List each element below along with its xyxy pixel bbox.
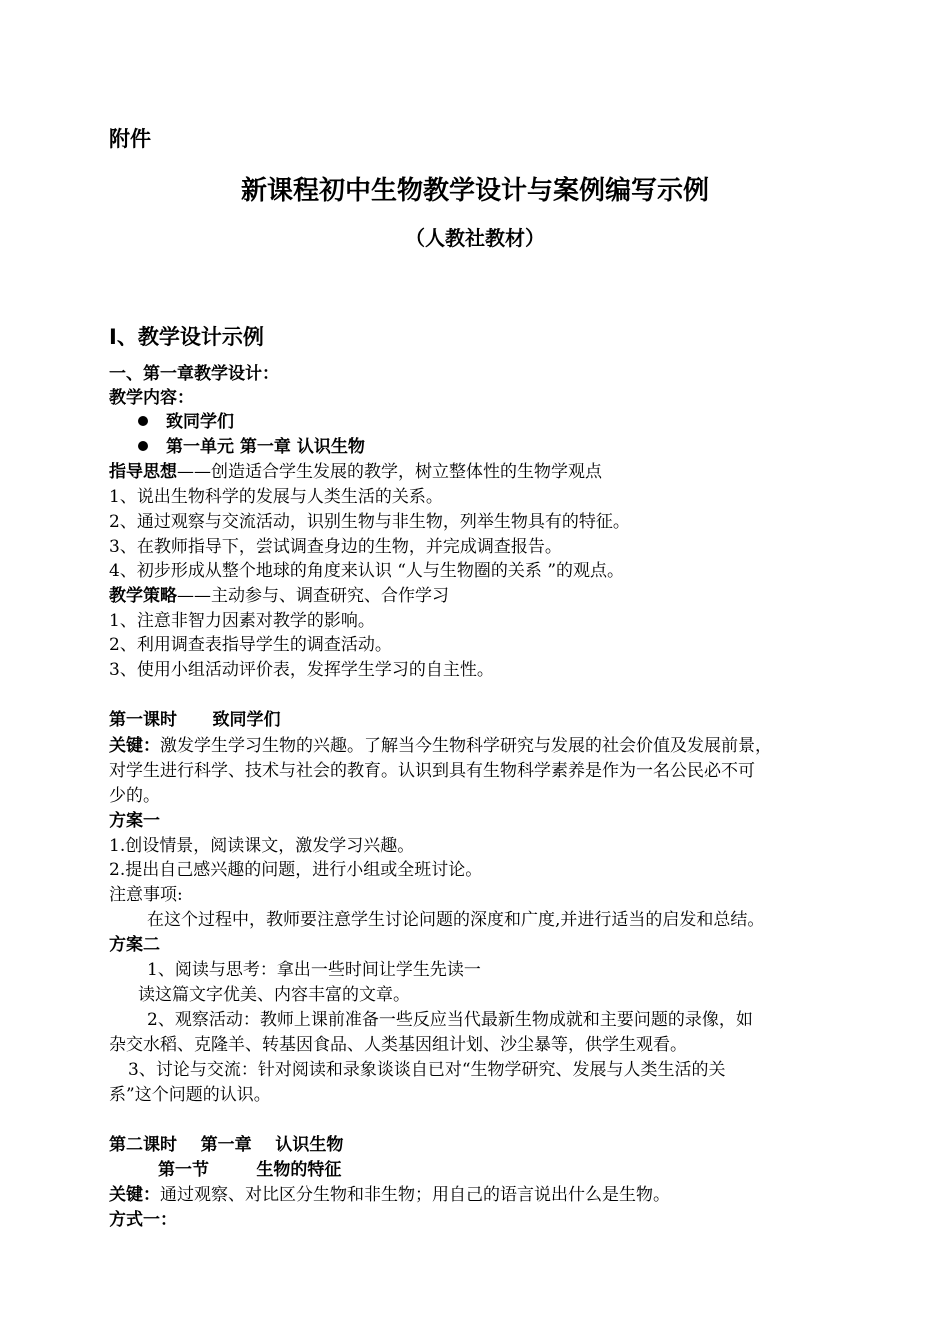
content-item <box>138 410 234 434</box>
plan2-text: 读这篇文字优美、内容丰富的文章。 <box>138 985 410 1005</box>
lesson1-key-text: 激发学生学习生物的兴趣。了解当今生物科学研究与发展的社会价值及发展前景， <box>160 736 772 756</box>
strategy-item: 2、利用调查表指导学生的调查活动。 <box>109 635 392 655</box>
plan1-label: 方案一 <box>109 811 160 831</box>
plan1-item: 2.提出自己感兴趣的问题，进行小组或全班讨论。 <box>109 860 483 880</box>
bullet-icon <box>138 441 148 451</box>
guiding-text: ——创造适合学生发展的教学，树立整体性的生物学观点 <box>177 462 602 482</box>
plan2-text: 1、阅读与思考：拿出一些时间让学生先读一 <box>147 960 481 980</box>
content-item <box>138 435 365 459</box>
lesson1-key-text: 对学生进行科学、技术与社会的教育。认识到具有生物科学素养是作为一名公民必不可 <box>109 761 755 781</box>
strategy-item: 3、使用小组活动评价表，发挥学生学习的自主性。 <box>109 660 494 680</box>
plan2-text: 2、观察活动：教师上课前准备一些反应当代最新生物成就和主要问题的录像，如 <box>147 1010 753 1030</box>
bullet-icon <box>138 416 148 426</box>
strategy-label: 教学策略 <box>109 586 177 606</box>
lesson1-key-line <box>109 734 772 758</box>
section-heading: I、教学设计示例 <box>109 325 264 349</box>
document-title: 新课程初中生物教学设计与案例编写示例 <box>240 176 709 206</box>
content-item-text: 致同学们 <box>166 412 234 432</box>
guiding-label: 指导思想 <box>109 462 177 482</box>
chapter-design-heading: 一、第一章教学设计： <box>109 364 279 384</box>
lesson2-key-text: 通过观察、对比区分生物和非生物；用自己的语言说出什么是生物。 <box>160 1185 670 1205</box>
note-label: 注意事项: <box>109 885 183 905</box>
lesson2-heading: 第二课时 第一章 认识生物 <box>109 1135 344 1155</box>
guiding-line <box>109 460 602 484</box>
note-text: 在这个过程中，教师要注意学生讨论问题的深度和广度,并进行适当的启发和总结。 <box>147 910 765 930</box>
strategy-item: 1、注意非智力因素对教学的影响。 <box>109 611 375 631</box>
plan2-text: 杂交水稻、克隆羊、转基因食品、人类基因组计划、沙尘暴等，供学生观看。 <box>109 1035 687 1055</box>
lesson2-subheading: 第一节 生物的特征 <box>158 1160 342 1180</box>
content-item-text: 第一单元 第一章 认识生物 <box>166 437 365 457</box>
method-label: 方式一： <box>109 1210 177 1230</box>
guiding-item: 3、在教师指导下，尝试调查身边的生物，并完成调查报告。 <box>109 537 562 557</box>
lesson1-key-label: 关键： <box>109 736 160 756</box>
lesson2-key-line <box>109 1183 670 1207</box>
plan1-item: 1.创设情景，阅读课文，激发学习兴趣。 <box>109 836 415 856</box>
plan2-text: 3、讨论与交流：针对阅读和录象谈谈自已对“生物学研究、发展与人类生活的关 <box>128 1060 726 1080</box>
annex-label: 附件 <box>109 127 151 151</box>
lesson2-key-label: 关键： <box>109 1185 160 1205</box>
lesson1-heading: 第一课时 致同学们 <box>109 710 281 730</box>
lesson1-key-text: 少的。 <box>109 786 160 806</box>
guiding-item: 4、初步形成从整个地球的角度来认识 “人与生物圈的关系 ”的观点。 <box>109 561 625 581</box>
strategy-line <box>109 584 449 608</box>
guiding-item: 1、说出生物科学的发展与人类生活的关系。 <box>109 487 443 507</box>
document-subtitle: （人教社教材） <box>405 226 545 250</box>
content-label: 教学内容： <box>109 388 194 408</box>
strategy-text: ——主动参与、调查研究、合作学习 <box>177 586 449 606</box>
plan2-label: 方案二 <box>109 935 160 955</box>
guiding-item: 2、通过观察与交流活动，识别生物与非生物，列举生物具有的特征。 <box>109 512 630 532</box>
plan2-text: 系”这个问题的认识。 <box>109 1085 271 1105</box>
